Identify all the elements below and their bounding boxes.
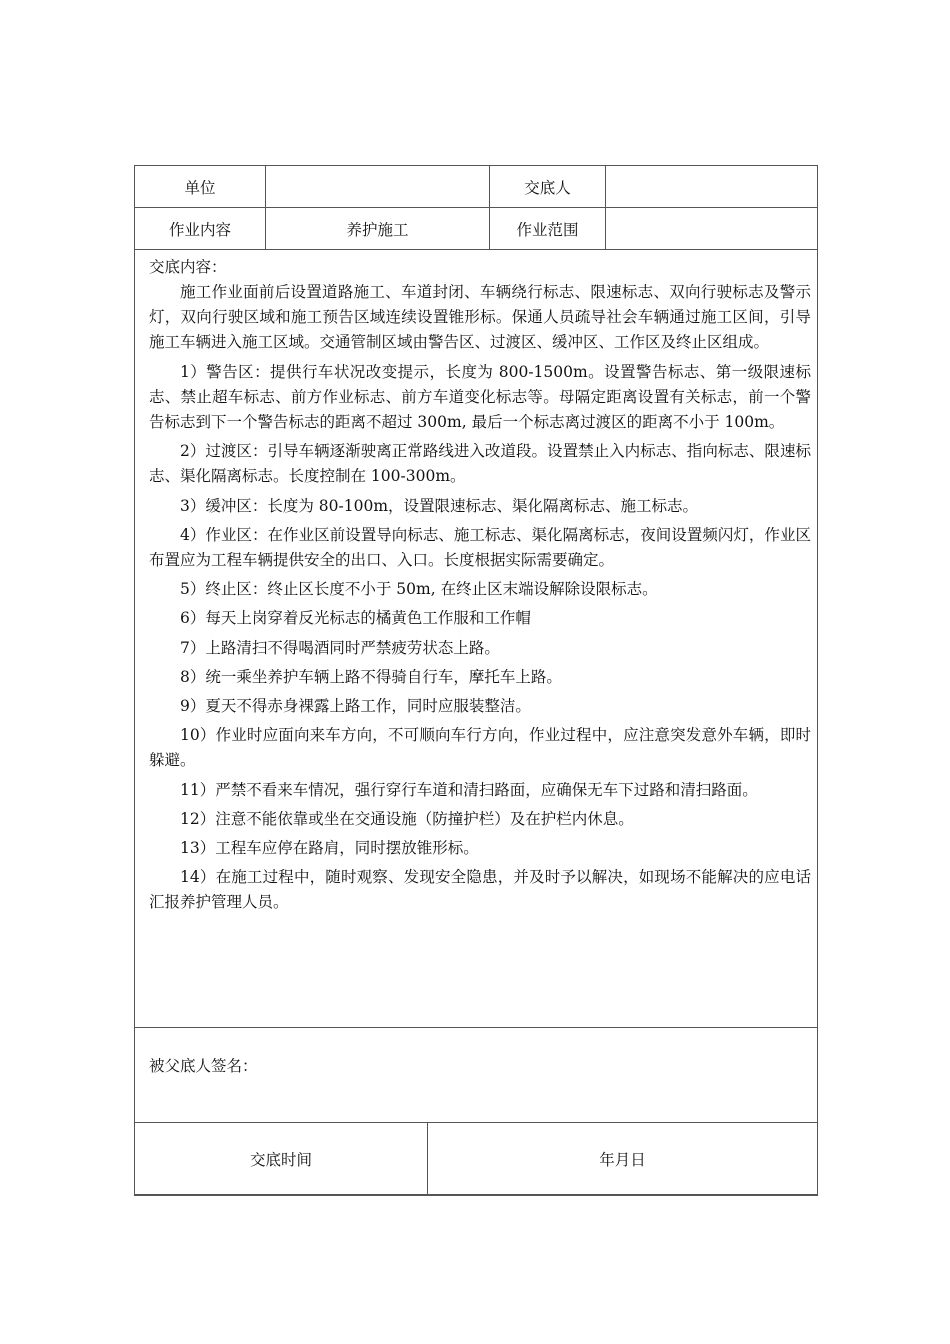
header-row-work [135,208,818,250]
content-item-5: 5）终止区：终止区长度不小于 50m, 在终止区末端设解除设限标志。 [180,580,658,599]
content-item-7: 7）上路清扫不得喝酒同时严禁疲劳状态上路。 [180,638,500,657]
content-item-14: 14）在施工过程中，随时观察、发现安全隐患，并及时予以解决，如现场不能解决的应电话汇报养护管理人员。 [149,868,811,912]
work-content-value: 养护施工 [266,208,490,250]
content-intro: 施工作业面前后设置道路施工、车道封闭、车辆绕行标志、限速标志、双向行驶标志及警示灯，双向行驶区域和施工预告区域连续设置锥形标。保通人员疏导社会车辆通过施工区间，引导施工车辆进入施工区域。交通管制区域由警告区、过渡区、缓冲区、工作区及终止区组成。 [149,283,811,352]
content-item-4: 4）作业区：在作业区前设置导向标志、施工标志、渠化隔离标志，夜间设置频闪灯，作业区布置应为工程车辆提供安全的出口、入口。长度根据实际需要确定。 [149,525,811,570]
disclosure-date-value: 年月日 [428,1123,818,1196]
unit-label: 单位 [135,166,266,208]
footer-table [134,1122,818,1196]
work-scope-label: 作业范围 [490,208,606,250]
header-row-unit [135,166,818,208]
content-item-9: 9）夏天不得赤身裸露上路工作，同时应服装整洁。 [180,697,531,716]
content-title: 交底内容： [149,258,227,276]
content-row [135,250,818,1028]
footer-row [135,1123,818,1196]
unit-value [266,166,490,208]
signature-label: 被父底人签名： [149,1057,258,1075]
content-item-10: 10）作业时应面向来车方向，不可顺向车行方向，作业过程中，应注意突发意外车辆，即时躲避。 [149,726,811,770]
discloser-value [606,166,818,208]
content-item-11: 11）严禁不看来车情况，强行穿行车道和清扫路面，应确保无车下过路和清扫路面。 [180,780,758,799]
content-item-3: 3）缓冲区：长度为 80-100m，设置限速标志、渠化隔离标志、施工标志。 [180,496,699,515]
work-content-label: 作业内容 [135,208,266,250]
disclosure-form-table [134,165,818,1195]
content-item-8: 8）统一乘坐养护车辆上路不得骑自行车，摩托车上路。 [180,667,562,686]
content-item-2: 2）过渡区：引导车辆逐渐驶离正常路线进入改道段。设置禁止入内标志、指向标志、限速标志、渠化隔离标志。长度控制在 100-300m。 [149,442,811,486]
content-item-12: 12）注意不能依靠或坐在交通设施（防撞护栏）及在护栏内休息。 [180,809,634,828]
content-item-6: 6）每天上岗穿着反光标志的橘黄色工作服和工作帽 [180,609,531,628]
work-scope-value [606,208,818,250]
discloser-label: 交底人 [490,166,606,208]
disclosure-content [135,250,818,1028]
disclosure-time-label: 交底时间 [135,1123,428,1196]
content-item-13: 13）工程车应停在路肩，同时摆放锥形标。 [180,839,479,858]
content-item-1: 1）警告区：提供行车状况改变提示，长度为 800-1500m。设置警告标志、第一级限速标志、禁止超车标志、前方作业标志、前方车道变化标志等。母隔定距离设置有关标志，前一个警告标志到下一个警告标志的距离不超过 300m, 最后一个标志离过渡区的距离不小于 100m。 [149,362,811,432]
